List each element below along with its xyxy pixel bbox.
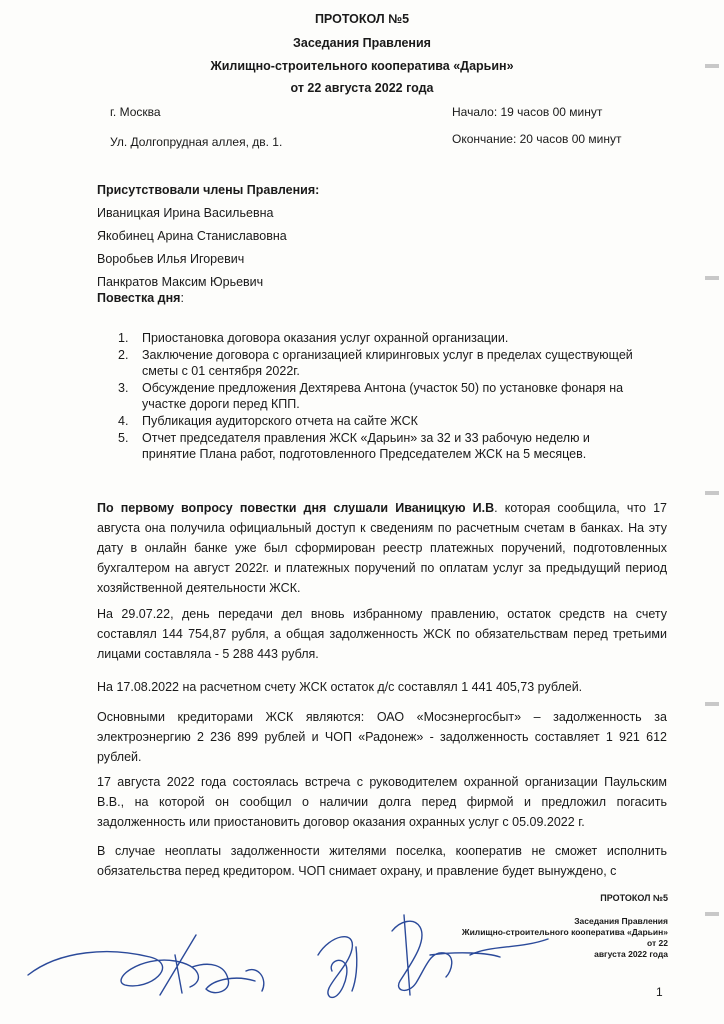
protocol-date: от 22 августа 2022 года <box>290 81 434 95</box>
scan-mark <box>705 491 719 495</box>
meeting-start: Начало: 19 часов 00 минут <box>452 105 603 119</box>
agenda-item-text: Заключение договора с организацией клиринговых услуг в пределах существующей сметы с 01 сентября 2022г. <box>142 348 633 378</box>
paragraph-security-meeting: 17 августа 2022 года состоялась встреча с руководителем охранной организации Паульским В.В., на которой он сообщил о наличии долга перед фирмой и предложил погасить задолженность или приостановить договор оказания охранных услуг с 05.09.2022 г. <box>97 775 667 829</box>
meeting-address: Ул. Долгопрудная аллея, дв. 1. <box>110 135 283 149</box>
footer-line: августа 2022 года <box>594 949 668 959</box>
agenda-item-text: Публикация аудиторского отчета на сайте ЖСК <box>142 414 418 428</box>
agenda-item-number: 3. <box>118 381 129 395</box>
footer-line: от 22 <box>647 938 668 948</box>
member-name: Панкратов Максим Юрьевич <box>97 275 264 289</box>
scan-mark <box>705 702 719 706</box>
cooperative-name: Жилищно-строительного кооператива «Дарьин» <box>210 59 514 73</box>
paragraph-non-payment: В случае неоплаты задолженности жителями поселка, кооператив не сможет исполнить обязательства перед кредитором. ЧОП снимает охрану, и правление будет вынуждено, с <box>97 844 667 878</box>
meeting-city: г. Москва <box>110 105 161 119</box>
paragraph-balance-current: На 17.08.2022 на расчетном счету ЖСК остаток д/с составлял 1 441 405,73 рублей. <box>97 680 583 694</box>
agenda-item-number: 1. <box>118 331 129 345</box>
protocol-subtitle: Заседания Правления <box>293 36 431 50</box>
agenda-item-text: Приостановка договора оказания услуг охранной организации. <box>142 331 509 345</box>
paragraph-balance-handover: На 29.07.22, день передачи дел вновь избранному правлению, остаток средств на счету составлял 144 754,87 рубля, а общая задолженность ЖСК по обязательствам перед третьими лицами составляла - 5 288 443 рубля. <box>97 607 667 661</box>
footer-title: ПРОТОКОЛ №5 <box>600 893 668 903</box>
agenda-item-text: Отчет председателя правления ЖСК «Дарьин» за 32 и 33 рабочую неделю и принятие Плана работ, подготовленного Председателем ЖСК на 5 месяцев. <box>142 431 590 461</box>
agenda-label-text: Повестка дня <box>97 291 181 305</box>
signature-1 <box>28 935 264 995</box>
agenda-item <box>118 330 638 346</box>
paragraph-first-question <box>97 498 667 598</box>
agenda-label <box>97 291 184 305</box>
footer-line: Заседания Правления <box>574 916 668 926</box>
scan-mark <box>705 276 719 280</box>
present-label: Присутствовали члены Правления: <box>97 183 320 197</box>
signature-3 <box>392 915 548 995</box>
agenda-item-text: Обсуждение предложения Дехтярева Антона (участок 50) по установке фонаря на участке дороги перед КПП. <box>142 381 624 411</box>
paragraph-creditors: Основными кредиторами ЖСК являются: ОАО «Мосэнергосбыт» – задолженность за электроэнергию 2 236 899 рублей и ЧОП «Радонеж» - задолженность составляет 1 921 612 рублей. <box>97 710 667 764</box>
agenda-item <box>118 430 638 462</box>
agenda-item <box>118 413 638 429</box>
scan-mark <box>705 64 719 68</box>
agenda-item <box>118 380 638 412</box>
agenda-list <box>118 330 638 463</box>
protocol-title: ПРОТОКОЛ №5 <box>314 12 410 26</box>
scan-mark <box>705 912 719 916</box>
signatures <box>0 895 724 1024</box>
agenda-label-colon: : <box>180 291 184 305</box>
signature-2 <box>318 937 357 998</box>
page-number: 1 <box>656 985 663 999</box>
agenda-item-number: 5. <box>118 431 129 445</box>
member-name: Воробьев Илья Игоревич <box>97 252 245 266</box>
agenda-item <box>118 347 638 379</box>
meeting-end: Окончание: 20 часов 00 минут <box>452 132 622 146</box>
agenda-item-number: 2. <box>118 348 129 362</box>
member-name: Иваницкая Ирина Васильевна <box>97 206 274 220</box>
footer-line: Жилищно-строительного кооператива «Дарьин» <box>461 927 668 937</box>
paragraph-text: . которая сообщила, что 17 августа она получила официальный доступ к сведениям по расчетным счетам в банках. На эту дату в онлайн банке уже был сформирован реестр платежных поручений, подготовленных бухгалтером на август 2022г. и платежных поручений по оплатам услуг за предыдущий период хозяйственной деятельности ЖСК. <box>97 501 667 595</box>
agenda-item-number: 4. <box>118 414 129 428</box>
member-name: Якобинец Арина Станиславовна <box>97 229 287 243</box>
paragraph-lead-in: По первому вопросу повестки дня слушали Иваницкую И.В <box>97 501 495 515</box>
